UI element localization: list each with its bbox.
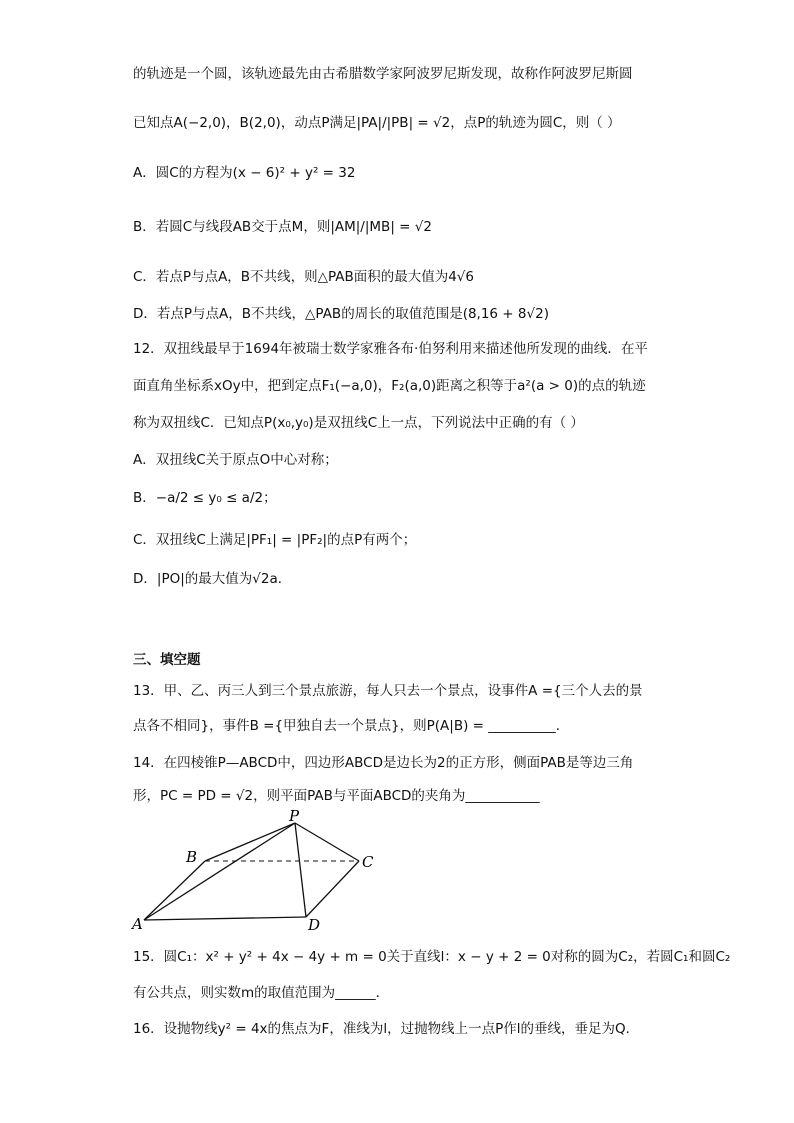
label-a: A [132,915,143,933]
label-d: D [308,916,321,933]
text-line-2: 已知点A(−2,0)，B(2,0)，动点P满足|PA|/|PB| = √2，点P的轨迹为圆C，则（ ） [133,115,621,131]
option-b: B．若圆C与线段AB交于点M，则|AM|/|MB| = √2 [133,219,432,235]
q12-option-a: A．双扭线C关于原点O中心对称； [133,452,338,468]
q12-line-3: 称为双扭线C．已知点P(x₀,y₀)是双扭线C上一点，下列说法中正确的有（ ） [133,415,584,431]
edge-pc [295,823,359,861]
q12-option-c: C．双扭线C上满足|PF₁| = |PF₂|的点P有两个； [133,532,417,548]
q13-line-1: 13．甲、乙、丙三人到三个景点旅游，每人只去一个景点，设事件A ={三个人去的景 [133,683,643,699]
section-heading: 三、填空题 [133,652,201,668]
edge-ab [144,861,205,920]
edge-pd [295,823,306,917]
pyramid-figure [128,808,388,933]
edge-ad [144,917,306,920]
edge-pb [205,823,295,861]
label-b: B [186,848,198,866]
q13-line-2: 点各不相同}，事件B ={甲独自去一个景点}，则P(A|B) = __________． [133,718,570,734]
q15-line-1: 15．圆C₁：x² + y² + 4x − 4y + m = 0关于直线l：x − y + 2 = 0对称的圆为C₂，若圆C₁和圆C₂ [133,949,731,965]
q14-line-2: 形，PC = PD = √2，则平面PAB与平面ABCD的夹角为___________ [133,788,540,804]
q12-option-d: D．|PO|的最大值为√2a． [133,571,292,587]
label-c: C [362,853,374,871]
q16-line-1: 16．设抛物线y² = 4x的焦点为F，准线为l，过抛物线上一点P作l的垂线，垂足为Q． [133,1021,640,1037]
option-c: C．若点P与点A，B不共线，则△PAB面积的最大值为4√6 [133,269,474,285]
option-d: D．若点P与点A，B不共线，△PAB的周长的取值范围是(8,16 + 8√2) [133,306,549,322]
edge-dc [306,861,359,917]
edge-pa [144,823,295,920]
option-a: A．圆C的方程为(x − 6)² + y² = 32 [133,165,356,181]
q15-line-2: 有公共点，则实数m的取值范围为______． [133,985,390,1001]
label-p: P [289,808,300,825]
q12-line-1: 12．双扭线最早于1694年被瑞士数学家雅各布·伯努利用来描述他所发现的曲线．在平 [133,341,648,357]
text-line-1: 的轨迹是一个圆，该轨迹最先由古希腊数学家阿波罗尼斯发现，故称作阿波罗尼斯圆 [133,66,633,82]
q12-option-b: B．−a/2 ≤ y₀ ≤ a/2； [133,490,277,506]
q14-line-1: 14．在四棱锥P—ABCD中，四边形ABCD是边长为2的正方形，侧面PAB是等边三角 [133,755,634,771]
q12-line-2: 面直角坐标系xOy中，把到定点F₁(−a,0)，F₂(a,0)距离之积等于a²(a > 0)的点的轨迹 [133,378,646,394]
